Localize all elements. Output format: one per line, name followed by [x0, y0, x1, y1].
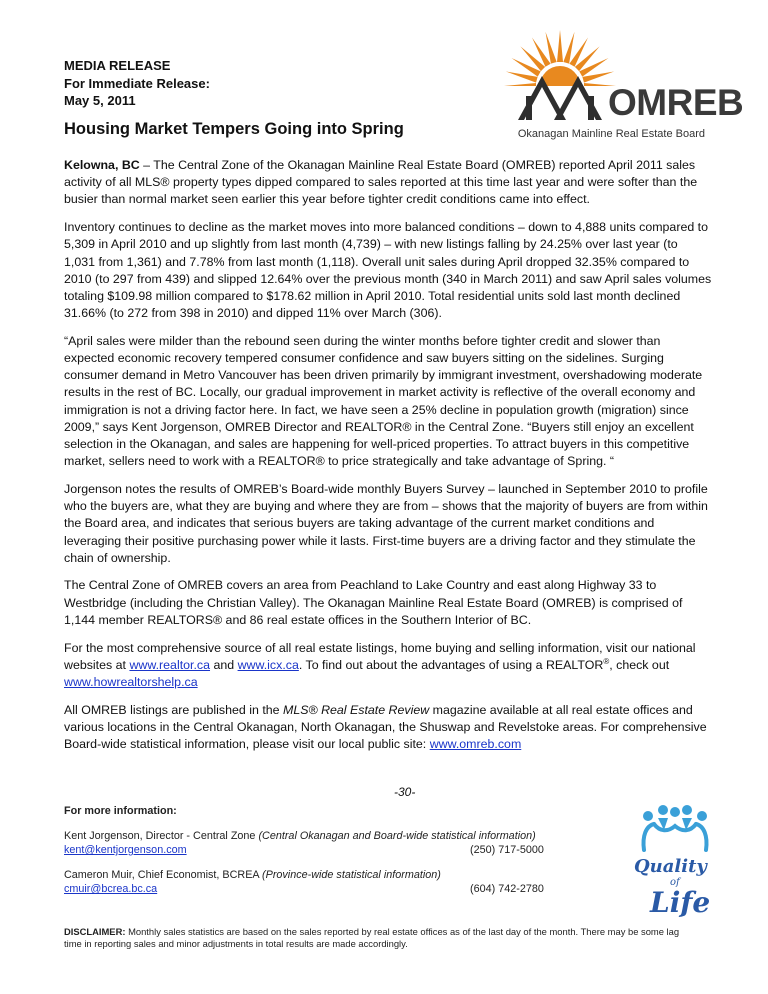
- contact-kent: [64, 829, 584, 858]
- paragraph-6: [64, 640, 712, 692]
- qol-of-text: of: [670, 877, 680, 888]
- paragraph-text: and: [210, 657, 238, 672]
- disclaimer: [64, 926, 684, 949]
- howrealtorshelp-link[interactable]: www.howrealtorshelp.ca: [64, 674, 198, 689]
- disclaimer-label: DISCLAIMER:: [64, 926, 126, 937]
- paragraph-text: . To find out about the advantages of using a REALTOR: [298, 657, 604, 672]
- paragraph-text: – The Central Zone of the Okanagan Mainline Real Estate Board (OMREB) reported April 2011 sales activity of all MLS® property types dipped compared to sales reported at this time last year and were softer than the busier than normal market seen earlier this year before tighter credit conditions came into effect.: [64, 158, 698, 207]
- end-marker: -30-: [394, 785, 416, 799]
- page-title: Housing Market Tempers Going into Spring: [64, 120, 404, 138]
- release-date: May 5, 2011: [64, 93, 136, 108]
- paragraph-2: Inventory continues to decline as the market moves into more balanced conditions – down to 4,888 units compared to 5,309 in April 2010 and up slightly from last month (4,739) – with new listings falling by 24.25% over last year (to 1,031 from 1,361) and 7.78% from last month (1,118). Overall unit sales during April dropped 32.35% compared to 2010 (to 297 from 439) and slipped 12.64% over the previous month (340 in March 2011) and saw April sales volumes totaling $109.98 million compared to $178.62 million in April 2010. Total residential units sold last month declined 31.66% (to 272 from 398 in 2010) and dipped 11% over March (306).: [64, 220, 712, 321]
- qol-life-text: Life: [650, 886, 711, 919]
- quality-of-life-logo: [630, 800, 720, 925]
- contact-heading: For more information:: [64, 805, 177, 817]
- magazine-title: MLS® Real Estate Review: [283, 702, 430, 717]
- release-header: [64, 57, 210, 110]
- disclaimer-text: Monthly sales statistics are based on the sales reported by real estate offices as of the last day of the month. There may be some lag time in reporting sales and minor adjustments in total results are made accordingly.: [64, 926, 680, 949]
- paragraph-1: [64, 157, 712, 209]
- paragraph-text: magazine available at all real estate offices and various locations in the Central Okanagan, North Okanagan, the Shuswap and Revelstoke areas. For comprehensive Board-wide statistical information, please visit our local public site:: [64, 702, 707, 752]
- paragraph-7: [64, 702, 712, 754]
- email-link[interactable]: kent@kentjorgenson.com: [64, 844, 187, 856]
- contact-cameron: [64, 868, 584, 897]
- qol-quality-text: Quality: [634, 856, 707, 877]
- contact-phone: (250) 717-5000: [470, 844, 544, 856]
- logo-subtitle: Okanagan Mainline Real Estate Board: [517, 128, 705, 140]
- contact-name: Cameron Muir, Chief Economist, BCREA: [64, 868, 263, 881]
- people-icon: [630, 800, 720, 860]
- logo-wordmark: OMREB: [608, 82, 744, 123]
- registered-mark: ®: [603, 656, 610, 666]
- omreb-logo: [490, 24, 744, 156]
- realtor-link[interactable]: www.realtor.ca: [129, 657, 211, 672]
- email-link[interactable]: cmuir@bcrea.bc.ca: [64, 883, 158, 895]
- paragraph-5: The Central Zone of OMREB covers an area from Peachland to Lake Country and east along Highway 33 to Westbridge (including the Christian Valley). The Okanagan Mainline Real Estate Board (OMREB) is comprised of 1,144 member REALTORS® and 86 real estate offices in the Southern Interior of BC.: [64, 578, 683, 627]
- contact-note: (Central Okanagan and Board-wide statistical information): [258, 829, 536, 842]
- dateline: Kelowna, BC: [64, 158, 140, 172]
- paragraph-4: Jorgenson notes the results of OMREB’s Board-wide monthly Buyers Survey – launched in September 2010 to profile who the buyers are, what they are buying and where they are from – shows that the majority of buyers are from within the Board area, and indicates that serious buyers are taking advantage of the current market conditions and leveraging their positive purchasing power while it lasts. First-time buyers are a driving factor and they stimulate the chain of ownership.: [64, 481, 708, 565]
- article-body: [64, 157, 712, 764]
- media-release-label: MEDIA RELEASE: [64, 58, 171, 73]
- icx-link[interactable]: www.icx.ca: [237, 657, 299, 672]
- contact-note: (Province-wide statistical information): [262, 868, 441, 881]
- paragraph-text: For the most comprehensive source of all real estate listings, home buying and selling information, visit our national websites at: [64, 640, 696, 672]
- contact-name: Kent Jorgenson, Director - Central Zone: [64, 829, 259, 842]
- contact-phone: (604) 742-2780: [470, 883, 544, 895]
- paragraph-3: “April sales were milder than the rebound seen during the winter months before tighter credit and slower than expected economic recovery tempered consumer confidence and saw buyers sitting on the sidelines. Surging consumer demand in Metro Vancouver has been driven primarily by immigrant investment, overshadowing moderate results in the rest of BC. Locally, our gradual improvement in market activity is reflective of the overall economy and immigration is not a driving factor here. In fact, we have seen a 25% decline in population growth (migration) since 2009,” says Kent Jorgenson, OMREB Director and REALTOR® in the Central Zone. “Buyers still enjoy an excellent selection in the Okanagan, and sales are happening for well-priced properties. To attract buyers in this competitive market, sellers need to work with a REALTOR® to price strategically and take advantage of Spring. “: [64, 333, 703, 469]
- paragraph-text: All OMREB listings are published in the: [64, 702, 284, 717]
- omreb-link[interactable]: www.omreb.com: [429, 737, 522, 752]
- paragraph-text: , check out: [609, 657, 670, 672]
- contact-section: [64, 804, 584, 907]
- immediate-release-label: For Immediate Release:: [64, 75, 210, 91]
